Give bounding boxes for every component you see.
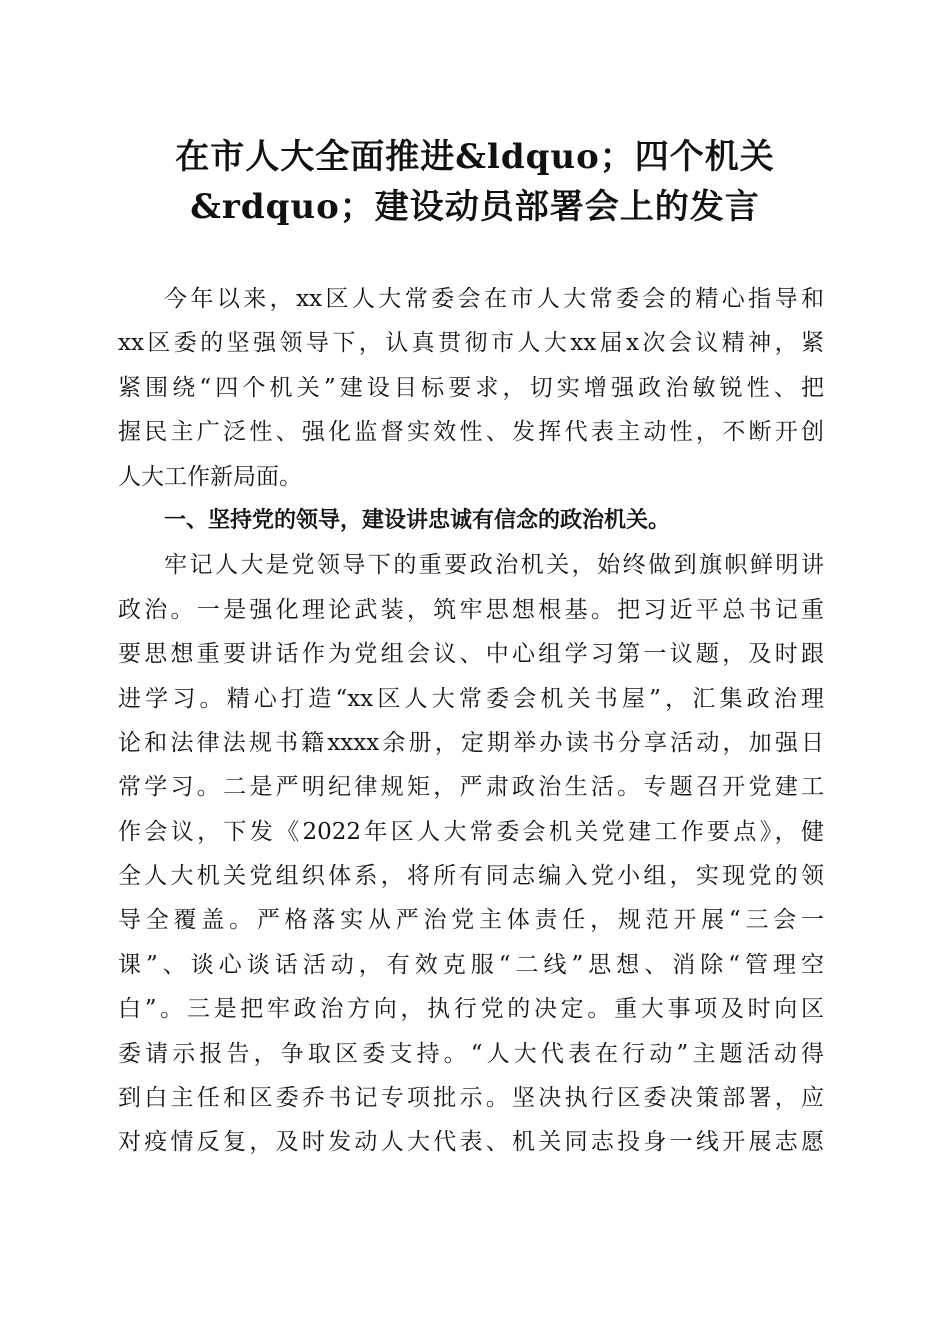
paragraph-2-line: 全人大机关党组织体系，将所有同志编入党小组，实现党的领: [118, 863, 824, 890]
paragraph-1-line: xx区委的坚强领导下，认真贯彻市人大xx届x次会议精神，紧: [118, 330, 824, 357]
paragraph-2-line: 要思想重要讲话作为党组会议、中心组学习第一议题，及时跟: [118, 641, 824, 668]
paragraph-2-line: 政治。一是强化理论武装，筑牢思想根基。把习近平总书记重: [118, 596, 824, 623]
paragraph-1-line: 今年以来，xx区人大常委会在市人大常委会的精心指导和: [164, 286, 824, 312]
paragraph-2-line: 委请示报告，争取区委支持。“人大代表在行动”主题活动得: [118, 1040, 824, 1067]
paragraph-2-line: 白”。三是把牢政治方向，执行党的决定。重大事项及时向区: [118, 996, 824, 1023]
paragraph-1-line: 握民主广泛性、强化监督实效性、发挥代表主动性，不断开创: [118, 419, 824, 446]
paragraph-1-line: 人大工作新局面。: [118, 463, 302, 490]
paragraph-2-line: 牢记人大是党领导下的重要政治机关，始终做到旗帜鲜明讲: [164, 552, 824, 579]
document-title: [120, 132, 830, 232]
paragraph-2-line: 课”、谈心谈话活动，有效克服“二线”思想、消除“管理空: [118, 951, 824, 978]
document-body: [118, 277, 824, 1165]
paragraph-2-line: 作会议，下发《2022年区人大常委会机关党建工作要点》，健: [118, 818, 824, 845]
paragraph-2-line: 常学习。二是严明纪律规矩，严肃政治生活。专题召开党建工: [118, 774, 824, 801]
title-line-1: 在市人大全面推进&ldquo；四个机关: [175, 137, 775, 177]
paragraph-2-line: 导全覆盖。严格落实从严治党主体责任，规范开展“三会一: [118, 907, 824, 934]
paragraph-2-line: 进学习。精心打造“xx区人大常委会机关书屋”，汇集政治理: [118, 685, 824, 712]
section-heading-1: 一、坚持党的领导，建设讲忠诚有信念的政治机关。: [164, 507, 671, 533]
paragraph-2-line: 论和法律法规书籍xxxx余册，定期举办读书分享活动，加强日: [118, 729, 824, 756]
paragraph-1-line: 紧围绕“四个机关”建设目标要求，切实增强政治敏锐性、把: [118, 374, 824, 401]
paragraph-2-line: 到白主任和区委乔书记专项批示。坚决执行区委决策部署，应: [118, 1085, 824, 1112]
title-line-2: &rdquo；建设动员部署会上的发言: [190, 187, 760, 227]
paragraph-2-line: 对疫情反复，及时发动人大代表、机关同志投身一线开展志愿: [118, 1129, 824, 1156]
